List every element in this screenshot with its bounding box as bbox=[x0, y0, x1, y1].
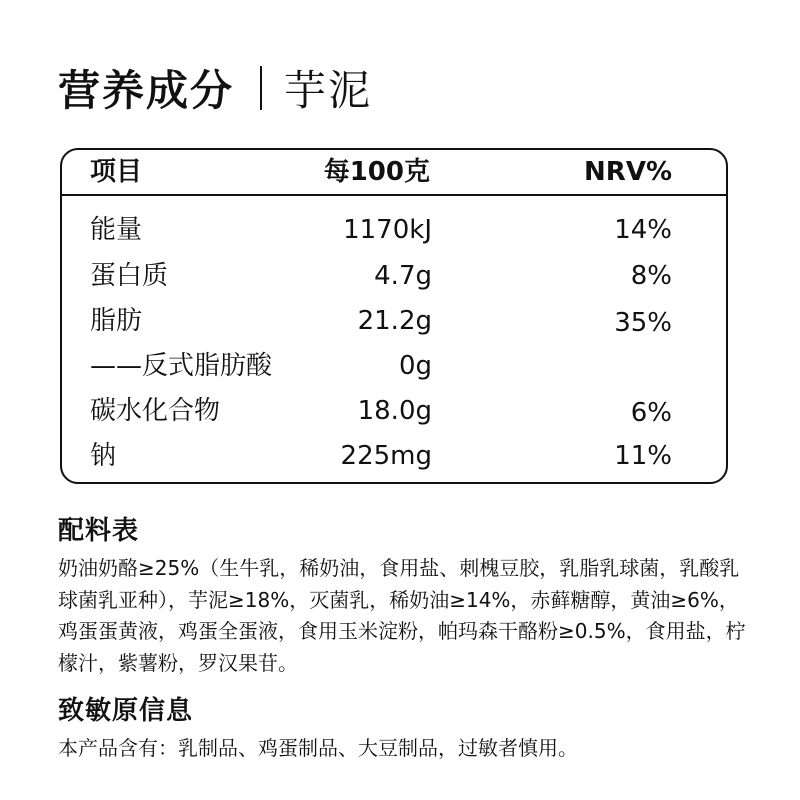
title-divider bbox=[260, 66, 262, 110]
nutrient-value: 0g bbox=[398, 351, 432, 381]
nutrient-value: 1170kJ bbox=[343, 215, 432, 245]
page-title: 营养成分 bbox=[58, 66, 235, 115]
nutrient-name: 蛋白质 bbox=[90, 261, 169, 291]
column-header-per100g: 每100克 bbox=[323, 157, 430, 187]
nutrient-name: ——反式脂肪酸 bbox=[90, 351, 273, 381]
nutrient-value: 21.2g bbox=[357, 306, 432, 336]
nutrient-nrv: 6% bbox=[630, 398, 672, 428]
nutrient-nrv: 11% bbox=[614, 441, 672, 471]
table-row bbox=[62, 254, 726, 298]
ingredients-title: 配料表 bbox=[58, 516, 140, 546]
table-row bbox=[62, 208, 726, 252]
table-row bbox=[62, 299, 726, 343]
nutrient-name: 钠 bbox=[90, 441, 117, 471]
nutrient-nrv: 8% bbox=[630, 261, 672, 291]
allergen-text: 本产品含有：乳制品、鸡蛋制品、大豆制品，过敏者慎用。 bbox=[58, 736, 578, 760]
nutrient-nrv: 14% bbox=[614, 215, 672, 245]
nutrition-table bbox=[60, 148, 728, 484]
nutrient-name: 碳水化合物 bbox=[90, 396, 221, 426]
nutrient-value: 4.7g bbox=[374, 261, 432, 291]
nutrient-name: 能量 bbox=[90, 215, 143, 245]
nutrient-nrv: 35% bbox=[614, 308, 672, 338]
page-title-row bbox=[58, 58, 372, 118]
allergen-title: 致敏原信息 bbox=[58, 696, 194, 726]
table-header bbox=[62, 150, 726, 196]
nutrient-value: 225mg bbox=[340, 441, 432, 471]
table-row bbox=[62, 434, 726, 478]
nutrient-name: 脂肪 bbox=[90, 306, 143, 336]
table-row bbox=[62, 389, 726, 433]
page-subtitle: 芋泥 bbox=[284, 66, 373, 115]
column-header-item: 项目 bbox=[90, 157, 143, 187]
table-row bbox=[62, 344, 726, 388]
column-header-nrv: NRV% bbox=[584, 157, 672, 187]
ingredients-text: 奶油奶酪≥25%（生牛乳，稀奶油，食用盐、刺槐豆胶，乳脂乳球菌，乳酸乳球菌乳亚种），芋泥≥18%，灭菌乳，稀奶油≥14%，赤藓糖醇，黄油≥6%，鸡蛋蛋黄液，鸡蛋全蛋液，食用玉米淀粉，帕玛森干酪粉≥0.5%，食用盐，柠檬汁，紫薯粉，罗汉果苷。 bbox=[58, 556, 746, 675]
nutrient-value: 18.0g bbox=[357, 396, 432, 426]
